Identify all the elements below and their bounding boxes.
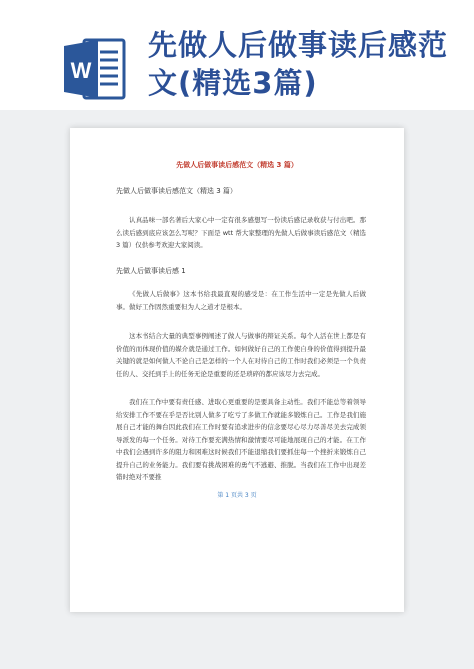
intro-paragraph: 认真品味一部名著后大家心中一定有很多感想写一份读后感记录收获与付出吧。那么读后感到底应该怎么写呢？下面是 wtt 帮大家整理的先做人后做事读后感范文（精选 3 篇）仅供参考欢迎大家阅读。 <box>116 216 366 249</box>
header-banner <box>0 0 474 110</box>
paragraph-2: 这本书结合大量的典型事例阐述了做人与做事的辩证关系。每个人活在世上都是有价值的而体现价值的媒介就是通过工作。如何做好自己的工作使自身的价值得到提升最关键的就是如何做人不论自己是怎样的一个人在对待自己的工作时我们必须是一个负责任的人、交托到手上的任务无论是重要的还是琐碎的都应该尽力去完成。 <box>116 332 366 378</box>
document-subtitle: 先做人后做事读后感范文（精选 3 篇） <box>116 187 237 195</box>
word-icon-letter: W <box>70 58 92 83</box>
section-heading-1: 先做人后做事读后感 1 <box>116 267 186 275</box>
page-footer: 第 1 页共 3 页 <box>217 492 257 499</box>
page-title: 先做人后做事读后感范文(精选3篇) <box>148 28 449 100</box>
word-document-icon <box>62 36 128 102</box>
paragraph-1: 《先做人后做事》这本书给我最直观的感受是：在工作生活中一定是先做人后做事。做好工作固然重要但为人之道才是根本。 <box>116 290 366 311</box>
document-title: 先做人后做事读后感范文（精选 3 篇） <box>176 161 298 169</box>
paragraph-3: 我们在工作中要有责任感、进取心更重要的是要具备主动性。我们不能总等着领导给安排工作不要在乎是否比别人做多了吃亏了多做工作就能多锻炼自己。工作是我们施展自己才能的舞台因此我们在工作时要有追求进步的信念要尽心尽力尽善尽美去完成领导派发的每一个任务。对待工作要充满热情和激情要尽可能地展现自己的才能。在工作中我们会遇到许多的阻力和困难这时候我们不能退缩我们要抓住每一个挫折来锻炼自己提升自己的业务能力。我们要有挑战困难的勇气不逃避、推脱。当我们在工作中出现差错时绝对不要推 <box>116 398 366 481</box>
document-page <box>70 128 404 612</box>
